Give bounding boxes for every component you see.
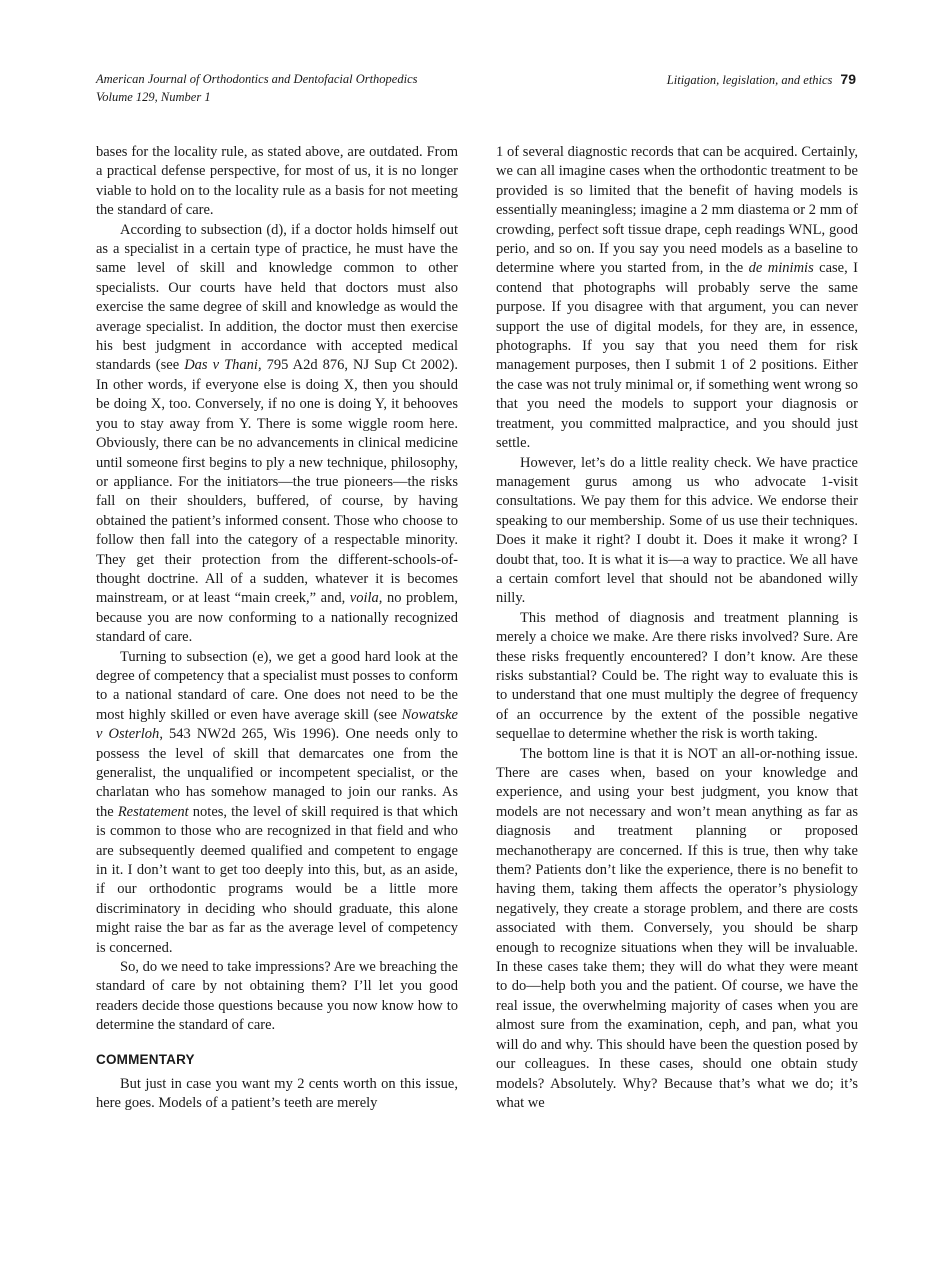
- text-span: bases for the locality rule, as stated above, are outdated. From a practical defense perspective, for most of us, it is no longer viable to hold on to the locality rule as a basis for not meeting the standard of care.: [96, 144, 458, 219]
- body-paragraph: [96, 143, 458, 221]
- text-span: , 795 A2d 876, NJ Sup Ct 2002). In other words, if everyone else is doing X, then you should be doing X, too. Conversely, if no one is doing Y, it behooves you to stay away from Y. There is some wiggle room here. Obviously, there can be no advancements in clinical medicine until someone first begins to ply a new technique, philosophy, or appliance. For the initiators—the true pioneers—the risks fall on their shoulders, buffered, of course, by having obtained the patient’s informed consent. Those who choose to follow then fall into the category of a respectable minority. They get their protection from the different-schools-of-thought doctrine. All of a sudden, whatever it is becomes mainstream, or at least “main creek,” and,: [96, 357, 458, 607]
- text-span: But just in case you want my 2 cents worth on this issue, here goes. Models of a patient’s teeth are merely: [96, 1075, 458, 1112]
- section-heading: COMMENTARY: [96, 1051, 195, 1067]
- text-span: notes, the level of skill required is that which is common to those who are recognized in that field and who are subsequently deemed qualified and competent to engage in it. I don’t want to get too deeply into this, but, as an aside, if our orthodontic programs would be a little more discriminatory in deciding who should graduate, this alone might raise the bar as far as the average level of competency is concerned.: [96, 803, 458, 956]
- text-span: , 543 NW2d 265, Wis 1996). One needs only to possess the level of skill that demarcates one from the generalist, the unqualified or incompetent specialist, or the charlatan who has somehow managed to join our ranks. As the: [96, 726, 458, 820]
- body-paragraph: [96, 221, 458, 648]
- text-span: However, let’s do a little reality check. We have practice management gurus among us who advocate 1-visit consultations. We pay them for this advice. We endorse their speaking to our membership. Some of us use their techniques. Does it make it right? I doubt it. Does it make it wrong? I doubt that, too. It is what it is—a way to practice. We all have a certain comfort level that should not be abandoned willy nilly.: [496, 454, 858, 607]
- text-span: So, do we need to take impressions? Are we breaching the standard of care by not obtaining them? I’ll let you good readers decide those questions because you now know how to determine the standard of care.: [96, 959, 458, 1034]
- text-span: Turning to subsection (e), we get a good hard look at the degree of competency that a specialist must posses to conform to a national standard of care. One does not need to be the most highly skilled or even have average skill (see: [96, 648, 458, 723]
- left-column: [96, 143, 458, 1114]
- body-paragraph: [496, 745, 858, 1114]
- italic-text: de minimis: [748, 260, 814, 277]
- text-span: The bottom line is that it is NOT an all-or-nothing issue. There are cases when, based on your knowledge and experience, and using your best judgment, you know that models are not necessary and won’t mean anything as far as diagnosis and treatment planning or proposed mechanotherapy are concerned. If this is true, then why take them? Patients don’t like the experience, there is no benefit to having them, taking them affects the operator’s physiology negatively, they create a storage problem, and there are costs associated with them. Conversely, you should be sharp enough to recognize situations when they will be invaluable. In these cases take them; they will do what they were meant to do—help both you and the patient. Of course, we have the real issue, the overwhelming majority of cases when you are almost sure from the examination, ceph, and pan, what you will do and why. This should have been the question posed by our colleagues. In these cases, should one obtain study models? Absolutely. Why? Because that’s what we do; it’s what we: [496, 745, 858, 1111]
- text-span: 1 of several diagnostic records that can be acquired. Certainly, we can all imagine cases when the orthodontic treatment to be provided is so limited that the benefit of having models is essentially meaningless; imagine a 2 mm diastema or 2 mm of crowding, perfect soft tissue drape, ceph readings WNL, good perio, and so on. If you say you need models as a baseline to determine where you started from, in the: [496, 144, 858, 277]
- right-column: [496, 143, 858, 1113]
- italic-text: Nowatske v Osterloh: [96, 706, 458, 743]
- journal-volume: Volume 129, Number 1: [96, 90, 211, 104]
- body-paragraph: [96, 958, 458, 1036]
- body-paragraph: [96, 648, 458, 959]
- body-paragraph: [96, 1075, 458, 1114]
- journal-info: [96, 70, 418, 106]
- text-span: case, I contend that photographs will probably serve the same purpose. If you disagree with that argument, you can never support the use of digital models, for they are, in essence, photographs. If you say that you need them for risk management purposes, then I submit 1 of 2 positions. Either the case was not truly minimal or, if something went wrong so that you need the models to support your diagnosis or treatment, you committed malpractice, and you should just settle.: [496, 260, 858, 452]
- section-info: [667, 70, 856, 89]
- page-number: 79: [840, 71, 856, 87]
- italic-text: voila,: [349, 590, 383, 607]
- text-span: According to subsection (d), if a doctor holds himself out as a specialist in a certain type of practice, he must have the same level of skill and knowledge common to other specialists. Our courts have held that doctors must also exercise the same degree of skill and knowledge as would the average specialist. In addition, the doctor must then exercise his best judgment in accordance with accepted medical standards (see: [96, 221, 458, 374]
- text-span: no problem, because you are now conforming to a nationally recognized standard of care.: [96, 590, 458, 646]
- section-title: Litigation, legislation, and ethics: [666, 73, 833, 87]
- text-span: This method of diagnosis and treatment planning is merely a choice we make. Are there risks involved? Sure. Are these risks frequently encountered? I don’t know. Are these risks substantial? Could be. The right way to evaluate this is to understand that one must multiply the degree of frequency of an occurrence by the extent of the possible negative sequellae to determine whether the risk is worth taking.: [496, 609, 858, 743]
- italic-text: Das v Thani: [184, 357, 258, 374]
- italic-text: Restatement: [117, 803, 189, 820]
- body-paragraph: [496, 454, 858, 609]
- body-paragraph: [496, 609, 858, 745]
- journal-title: American Journal of Orthodontics and Dentofacial Orthopedics: [96, 72, 418, 86]
- body-paragraph: [496, 143, 858, 454]
